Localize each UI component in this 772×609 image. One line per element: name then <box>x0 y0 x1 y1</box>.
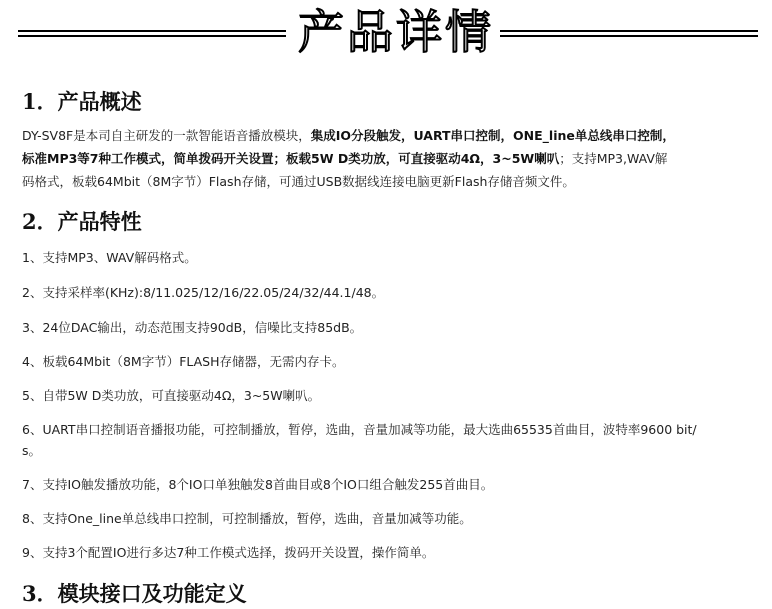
overview-text-1a: DY-SV8F是本司自主研发的一款智能语音播放模块， <box>22 128 311 143</box>
overview-text-3: 码格式，板载64Mbit（8M字节）Flash存储，可通过USB数据线连接电脑更新Flash存储音频文件。 <box>22 174 575 189</box>
feature-item: 2、支持采样率(KHz):8/11.025/12/16/22.05/24/32/44.1/48。 <box>22 285 385 300</box>
section-heading-overview: 1．产品概述 <box>22 89 142 114</box>
feature-item-continued: s。 <box>22 443 42 458</box>
banner-rule-left <box>18 30 286 37</box>
title-banner <box>0 0 772 70</box>
feature-item: 6、UART串口控制语音播报功能，可控制播放，暂停，选曲，音量加减等功能，最大选曲65535首曲目，波特率9600 bit/ <box>22 422 697 437</box>
feature-item: 3、24位DAC输出，动态范围支持90dB，信噪比支持85dB。 <box>22 320 363 335</box>
overview-line-2 <box>22 147 762 170</box>
section-heading-features: 2．产品特性 <box>22 209 142 234</box>
overview-text-2b: 标准MP3等7种工作模式，简单拨码开关设置；板载5W D类功放，可直接驱动4Ω，3~5W喇叭 <box>22 151 560 166</box>
page-title: 产品详情 <box>298 5 494 59</box>
overview-line-1 <box>22 124 762 147</box>
overview-text-2c: ；支持MP3,WAV解 <box>559 151 668 166</box>
feature-item: 1、支持MP3、WAV解码格式。 <box>22 250 197 265</box>
section-heading-interface: 3．模块接口及功能定义 <box>22 581 247 606</box>
overview-line-3 <box>22 170 762 193</box>
overview-text-1b: 集成IO分段触发，UART串口控制，ONE_line单总线串口控制， <box>310 128 675 143</box>
banner-rule-right <box>500 30 758 37</box>
feature-item: 8、支持One_line单总线串口控制，可控制播放，暂停，选曲，音量加减等功能。 <box>22 511 472 526</box>
overview-paragraph <box>22 124 762 193</box>
feature-item: 7、支持IO触发播放功能，8个IO口单独触发8首曲目或8个IO口组合触发255首曲目。 <box>22 477 494 492</box>
feature-item: 4、板载64Mbit（8M字节）FLASH存储器，无需内存卡。 <box>22 354 345 369</box>
feature-item: 9、支持3个配置IO进行多达7种工作模式选择，拨码开关设置，操作简单。 <box>22 545 435 560</box>
feature-item: 5、自带5W D类功放，可直接驱动4Ω，3~5W喇叭。 <box>22 388 321 403</box>
